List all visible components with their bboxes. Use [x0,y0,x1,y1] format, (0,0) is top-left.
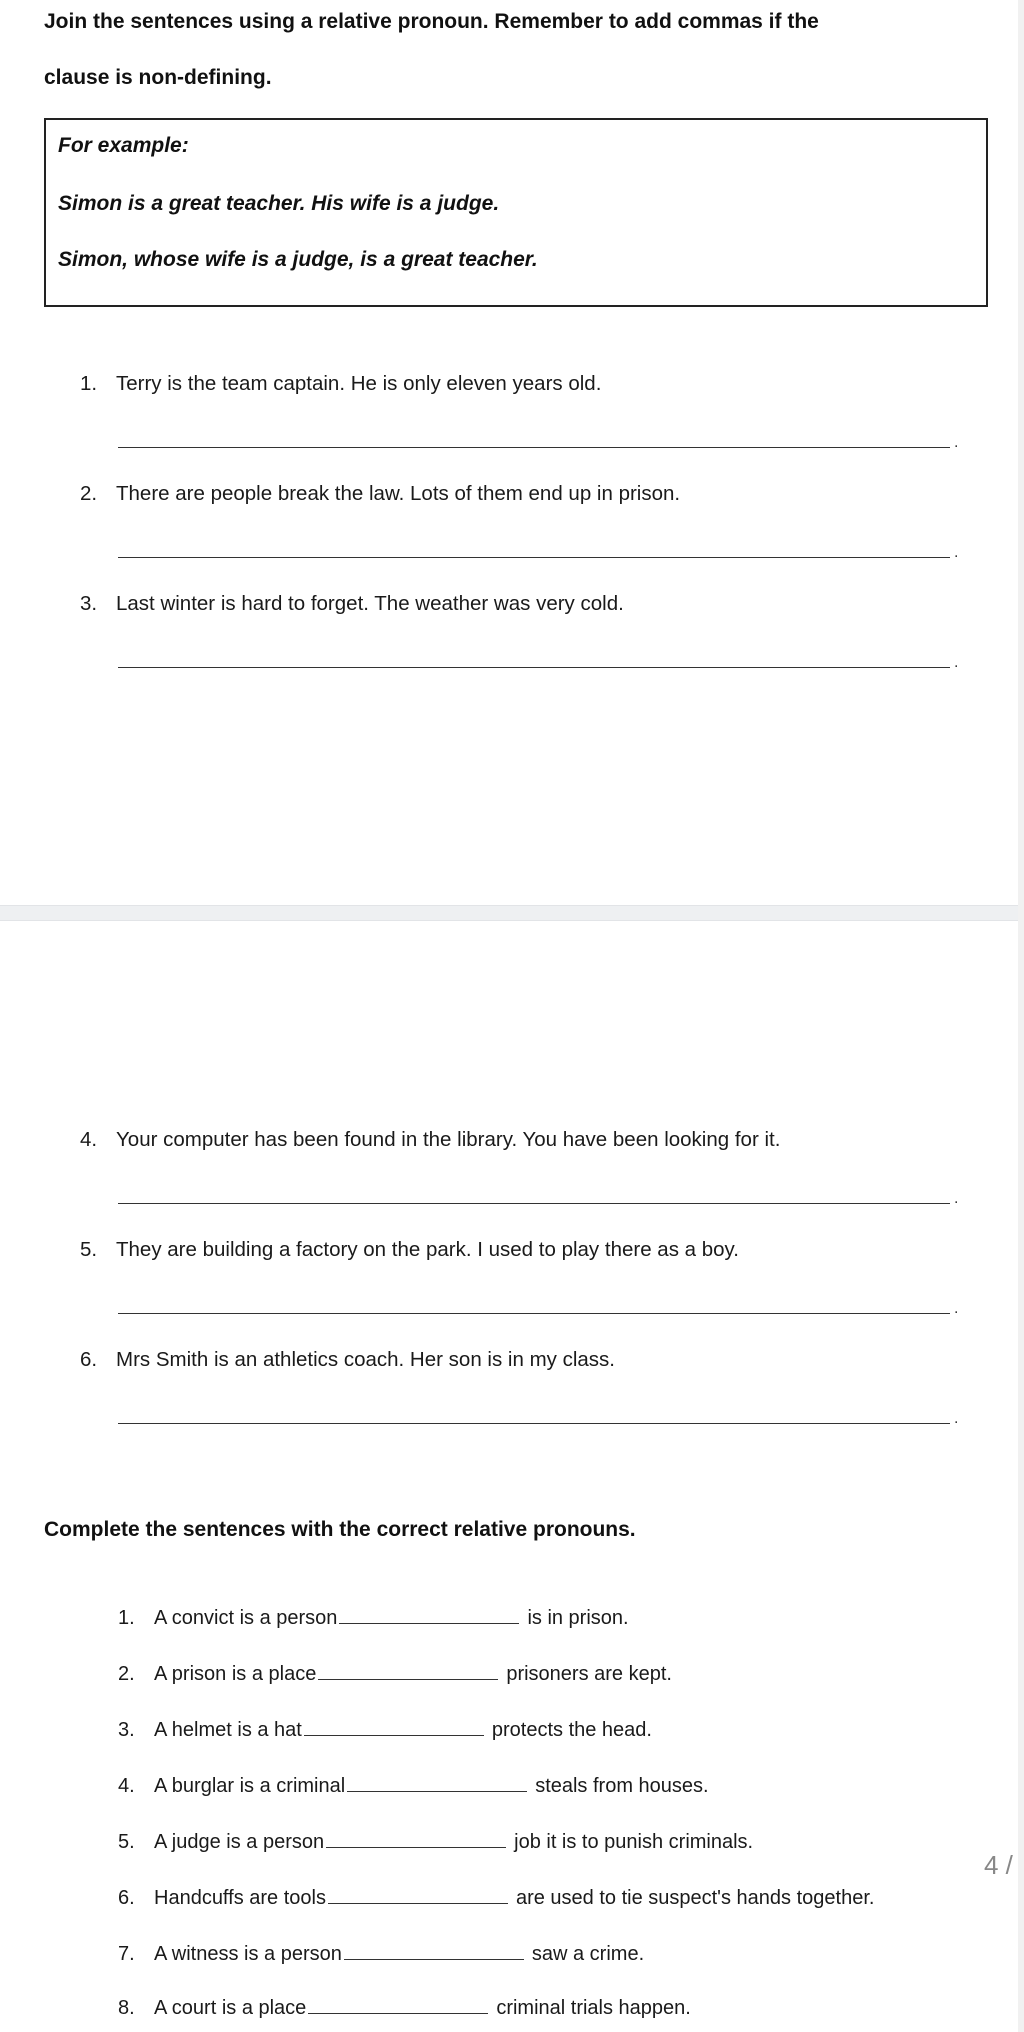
example-box [44,118,988,307]
fill-item-2 [118,1661,672,1686]
example-heading: For example: [58,134,189,157]
item-number: 6. [118,1887,135,1909]
fill-item-1 [118,1605,629,1630]
question-6 [80,1348,615,1372]
fill-blank[interactable] [308,1995,488,2014]
item-before: A judge is a person [154,1831,325,1853]
answer-line-4[interactable] [118,1184,959,1207]
item-after: saw a crime. [531,1943,645,1965]
item-after: is in prison. [527,1607,629,1629]
question-4 [80,1128,780,1152]
question-text: Mrs Smith is an athletics coach. Her son is in my class. [116,1348,615,1371]
instruction-line-1: Join the sentences using a relative pronoun. Remember to add commas if the [44,10,819,33]
answer-line-5[interactable] [118,1294,959,1317]
fill-item-7 [118,1941,644,1966]
item-before: A prison is a place [154,1663,317,1685]
line-end-dot: . [954,1410,959,1427]
question-text: Your computer has been found in the library. You have been looking for it. [116,1128,781,1151]
item-before: A convict is a person [154,1607,338,1629]
line-end-dot: . [954,1300,959,1317]
question-2 [80,482,680,506]
question-text: Terry is the team captain. He is only eleven years old. [116,372,602,395]
question-number: 6. [80,1348,98,1371]
question-number: 2. [80,482,98,505]
answer-line-1[interactable] [118,428,959,451]
example-answer: Simon, whose wife is a judge, is a great teacher. [58,248,538,271]
section-2-instruction: Complete the sentences with the correct relative pronouns. [44,1518,636,1541]
answer-line-2[interactable] [118,538,959,561]
question-text: There are people break the law. Lots of them end up in prison. [116,482,681,505]
question-text: They are building a factory on the park. I used to play there as a boy. [116,1238,739,1261]
question-number: 5. [80,1238,98,1261]
item-after: job it is to punish criminals. [514,1831,754,1853]
answer-underline [118,667,950,668]
item-before: A court is a place [154,1997,307,2019]
fill-item-3 [118,1717,652,1742]
fill-blank[interactable] [344,1941,524,1960]
item-number: 3. [118,1719,135,1741]
answer-underline [118,447,950,448]
item-after: criminal trials happen. [496,1997,691,2019]
line-end-dot: . [954,654,959,671]
question-1 [80,372,601,396]
question-text: Last winter is hard to forget. The weather was very cold. [116,592,624,615]
fill-item-8 [118,1995,691,2020]
line-end-dot: . [954,434,959,451]
item-number: 8. [118,1997,135,2019]
question-5 [80,1238,739,1262]
question-number: 4. [80,1128,98,1151]
answer-underline [118,557,950,558]
item-after: are used to tie suspect's hands together. [515,1887,875,1909]
page-indicator: 4 / [984,1850,1013,1880]
scroll-gutter[interactable] [1018,0,1024,2032]
fill-blank[interactable] [347,1773,527,1792]
fill-blank[interactable] [339,1605,519,1624]
item-before: A burglar is a criminal [154,1775,346,1797]
item-number: 7. [118,1943,135,1965]
item-before: A witness is a person [154,1943,342,1965]
line-end-dot: . [954,1190,959,1207]
question-number: 1. [80,372,98,395]
item-after: protects the head. [491,1719,652,1741]
page-divider [0,905,1024,921]
item-after: prisoners are kept. [506,1663,672,1685]
question-number: 3. [80,592,98,615]
item-number: 2. [118,1663,135,1685]
question-3 [80,592,624,616]
answer-underline [118,1423,950,1424]
fill-blank[interactable] [326,1829,506,1848]
answer-underline [118,1203,950,1204]
fill-blank[interactable] [318,1661,498,1680]
item-before: Handcuffs are tools [154,1887,326,1909]
item-before: A helmet is a hat [154,1719,302,1741]
item-number: 5. [118,1831,135,1853]
fill-item-5 [118,1829,753,1854]
answer-line-6[interactable] [118,1404,959,1427]
answer-line-3[interactable] [118,648,959,671]
item-number: 1. [118,1607,135,1629]
item-after: steals from houses. [535,1775,709,1797]
answer-underline [118,1313,950,1314]
line-end-dot: . [954,544,959,561]
instruction-line-2: clause is non-defining. [44,66,272,89]
fill-item-4 [118,1773,709,1798]
document-page-2 [0,921,1024,2032]
fill-blank[interactable] [328,1885,508,1904]
fill-blank[interactable] [304,1717,484,1736]
item-number: 4. [118,1775,135,1797]
fill-item-6 [118,1885,874,1910]
document-page-1 [0,0,1024,905]
example-sentence: Simon is a great teacher. His wife is a judge. [58,192,500,215]
